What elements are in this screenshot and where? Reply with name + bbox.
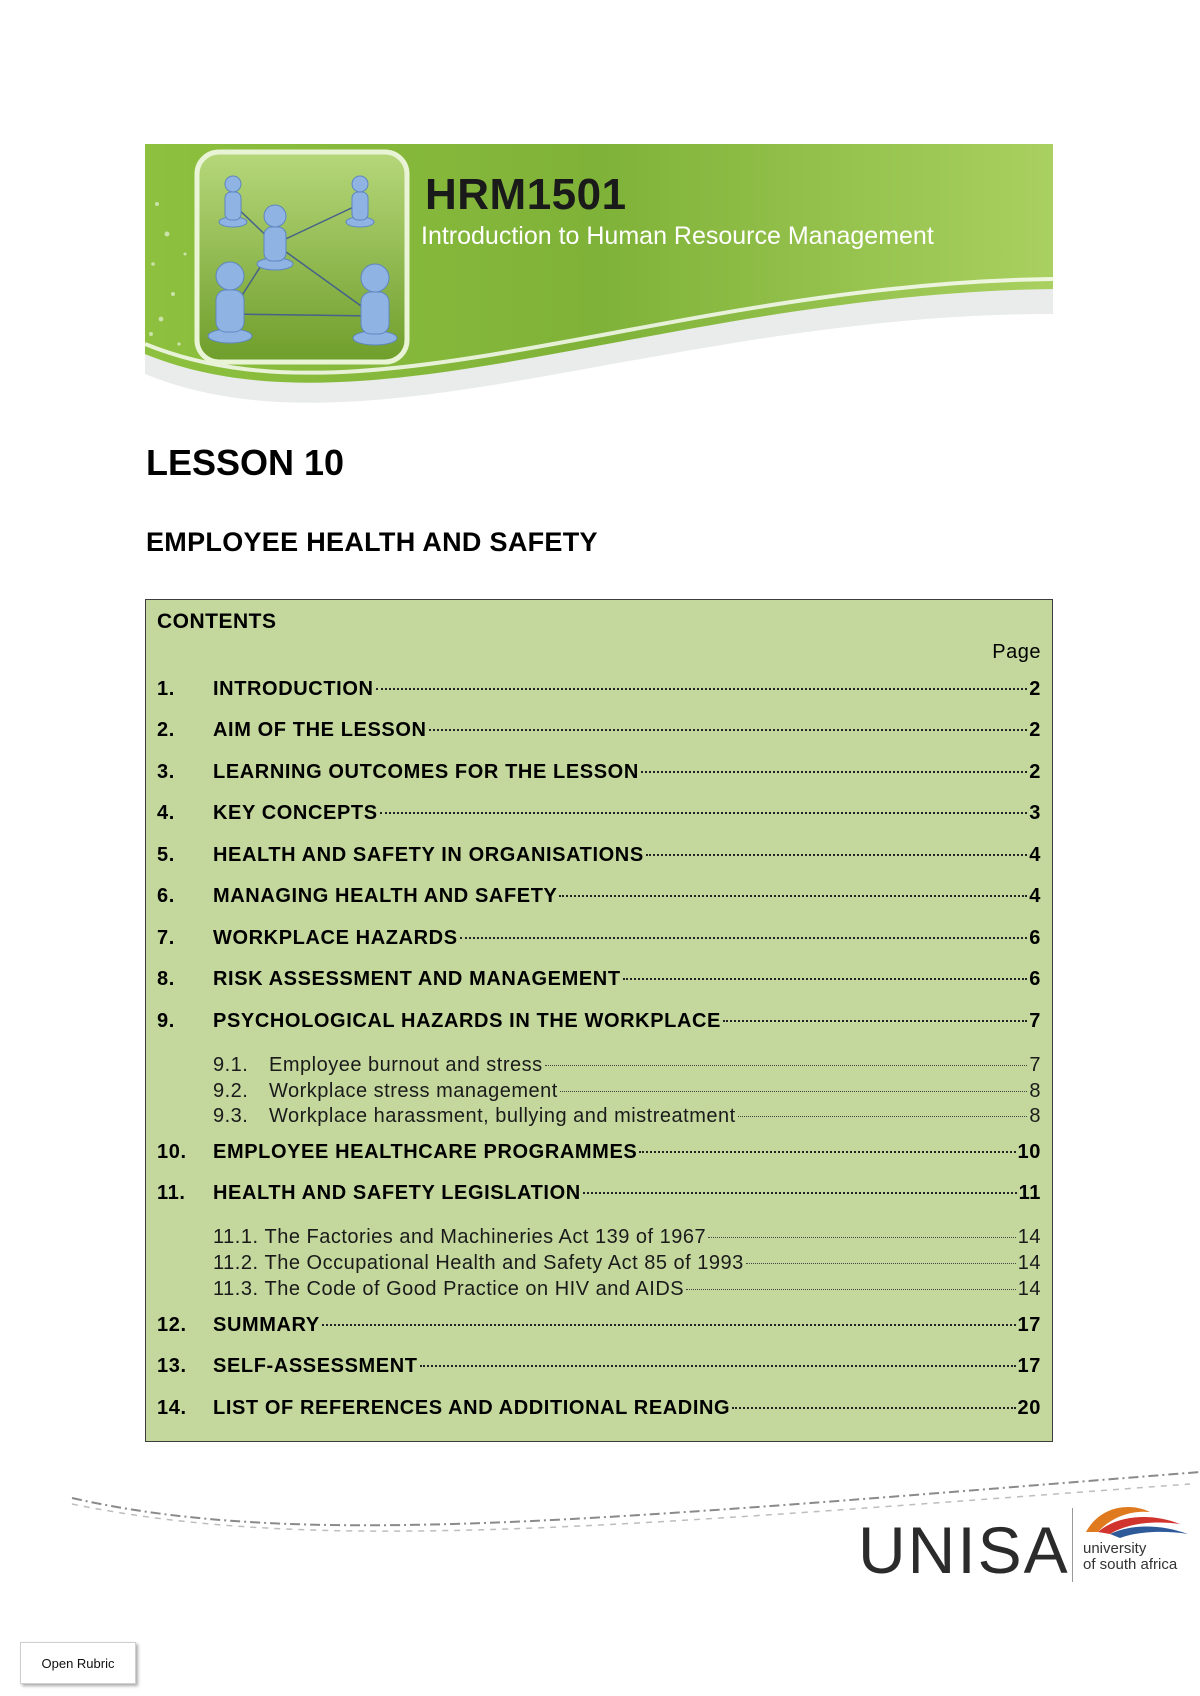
toc-number: 6. [157,885,175,907]
toc-number: 1. [157,678,175,700]
toc-entry[interactable] [157,1397,1041,1423]
toc-page: 6 [1029,968,1041,990]
dot-leader [429,729,1028,731]
dot-leader [639,1151,1015,1153]
toc-title: INTRODUCTION [213,678,374,700]
toc-number: 8. [157,968,175,990]
dot-leader [723,1020,1027,1022]
toc-subnumber: 9.3. [213,1105,249,1127]
toc-subtitle: Workplace stress management [269,1080,558,1102]
dot-leader [545,1065,1028,1066]
toc-title: SUMMARY [213,1314,320,1336]
toc-entry[interactable] [157,1355,1041,1381]
dot-leader [646,854,1027,856]
toc-title: LIST OF REFERENCES AND ADDITIONAL READING [213,1397,731,1419]
course-title: Introduction to Human Resource Management [421,222,934,250]
toc-number: 4. [157,802,175,824]
toc-title: HEALTH AND SAFETY IN ORGANISATIONS [213,844,644,866]
toc-subentry[interactable] [213,1105,1041,1129]
table-of-contents [145,599,1053,1442]
toc-entry[interactable] [157,968,1041,994]
toc-number: 10. [157,1141,187,1163]
toc-subentry[interactable] [213,1080,1041,1104]
dot-leader [583,1192,1017,1194]
toc-number: 2. [157,719,175,741]
toc-page: 17 [1017,1314,1041,1336]
toc-subentry[interactable] [213,1252,1041,1276]
toc-subnumber: 11.2. [213,1252,259,1274]
toc-page: 8 [1029,1105,1041,1127]
dot-leader [732,1407,1015,1409]
toc-subentry[interactable] [213,1054,1041,1078]
people-network-icon [197,152,407,362]
contents-heading: CONTENTS [157,610,277,633]
toc-entry[interactable] [157,885,1041,911]
toc-entry[interactable] [157,802,1041,828]
toc-title: SELF-ASSESSMENT [213,1355,418,1377]
toc-subtitle: The Occupational Health and Safety Act 85 of 1993 [264,1252,744,1274]
toc-number: 3. [157,761,175,783]
toc-number: 9. [157,1010,175,1032]
toc-number: 12. [157,1314,187,1336]
dot-leader [460,937,1028,939]
toc-subnumber: 9.1. [213,1054,249,1076]
course-code: HRM1501 [425,170,627,219]
unisa-flame-icon [1080,1502,1190,1542]
toc-subtitle: Workplace harassment, bullying and mistreatment [269,1105,736,1127]
dot-leader [708,1237,1016,1238]
toc-title: MANAGING HEALTH AND SAFETY [213,885,558,907]
toc-number: 14. [157,1397,187,1419]
toc-entry[interactable] [157,1182,1041,1208]
toc-entry[interactable] [157,1010,1041,1036]
toc-title: LEARNING OUTCOMES FOR THE LESSON [213,761,639,783]
dot-leader [686,1289,1016,1290]
course-banner [145,144,1053,430]
dot-leader [641,771,1027,773]
toc-title: WORKPLACE HAZARDS [213,927,458,949]
toc-number: 5. [157,844,175,866]
toc-subnumber: 11.3. [213,1278,259,1300]
dot-leader [420,1365,1016,1367]
toc-title: KEY CONCEPTS [213,802,378,824]
toc-page: 17 [1017,1355,1041,1377]
toc-entry[interactable] [157,1314,1041,1340]
toc-title: EMPLOYEE HEALTHCARE PROGRAMMES [213,1141,638,1163]
toc-page: 2 [1029,678,1041,700]
toc-page: 4 [1029,844,1041,866]
toc-page: 14 [1017,1226,1041,1248]
toc-subnumber: 9.2. [213,1080,249,1102]
toc-entry[interactable] [157,719,1041,745]
unisa-logo-wordmark: UNISA [858,1513,1070,1587]
toc-page: 6 [1029,927,1041,949]
lesson-number: LESSON 10 [146,442,345,483]
toc-title: AIM OF THE LESSON [213,719,427,741]
toc-page: 3 [1029,802,1041,824]
toc-page: 2 [1029,761,1041,783]
toc-entry[interactable] [157,761,1041,787]
toc-subtitle: The Code of Good Practice on HIV and AIDS [264,1278,685,1300]
dot-leader [623,978,1028,980]
toc-page: 14 [1017,1252,1041,1274]
dot-leader [322,1324,1016,1326]
dot-leader [560,1091,1028,1092]
unisa-logo-tagline: university of south africa [1083,1540,1178,1573]
toc-number: 11. [157,1182,186,1204]
toc-page: 8 [1029,1080,1041,1102]
toc-page: 2 [1029,719,1041,741]
dot-leader [380,812,1028,814]
toc-entry[interactable] [157,927,1041,953]
lesson-title: EMPLOYEE HEALTH AND SAFETY [146,527,598,557]
dot-leader [746,1263,1016,1264]
toc-title: RISK ASSESSMENT AND MANAGEMENT [213,968,621,990]
toc-page: 20 [1017,1397,1041,1419]
toc-entry[interactable] [157,844,1041,870]
open-rubric-button[interactable]: Open Rubric [20,1642,136,1684]
dot-leader [738,1116,1028,1117]
logo-divider [1072,1508,1073,1582]
toc-page: 14 [1017,1278,1041,1300]
toc-page: 7 [1029,1054,1041,1076]
toc-entry[interactable] [157,678,1041,704]
toc-subentry[interactable] [213,1226,1041,1250]
toc-title: PSYCHOLOGICAL HAZARDS IN THE WORKPLACE [213,1010,721,1032]
toc-number: 7. [157,927,175,949]
toc-number: 13. [157,1355,187,1377]
toc-subtitle: The Factories and Machineries Act 139 of 1967 [264,1226,707,1248]
toc-page: 11 [1018,1182,1041,1204]
toc-entry[interactable] [157,1141,1041,1167]
page-column-label: Page [992,641,1041,663]
toc-subnumber: 11.1. [213,1226,259,1248]
dot-leader [559,895,1027,897]
toc-page: 7 [1029,1010,1041,1032]
dot-leader [376,688,1028,690]
toc-page: 4 [1029,885,1041,907]
toc-subtitle: Employee burnout and stress [269,1054,543,1076]
toc-page: 10 [1017,1141,1041,1163]
toc-title: HEALTH AND SAFETY LEGISLATION [213,1182,581,1204]
toc-subentry[interactable] [213,1278,1041,1302]
